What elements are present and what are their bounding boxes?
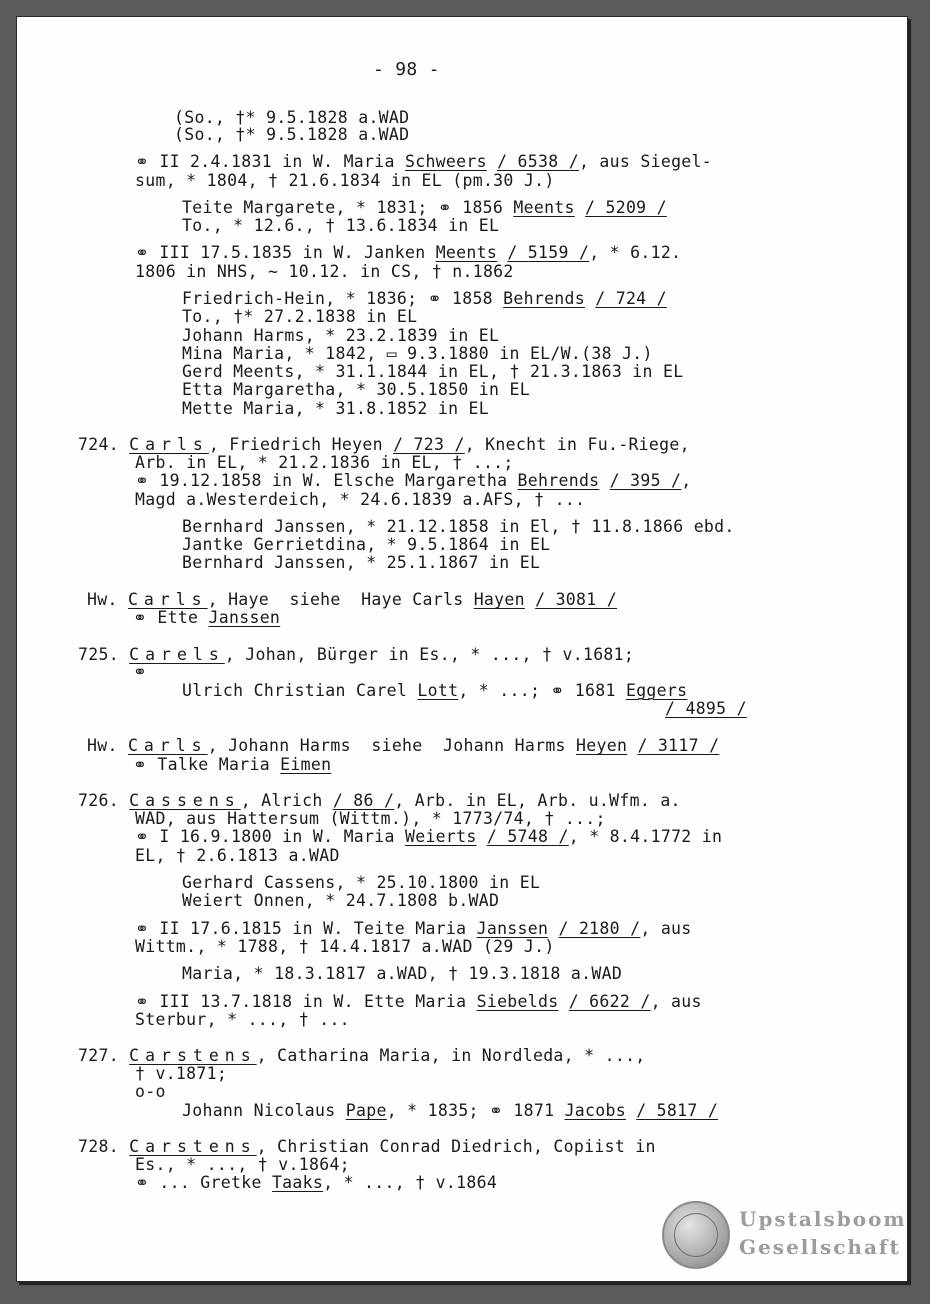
underlined-text: Behrends [517, 471, 600, 490]
text-line [133, 663, 147, 681]
text-run [548, 919, 558, 938]
text-run: , aus [640, 919, 692, 938]
underlined-text: / 5209 / [585, 198, 667, 217]
text-line [87, 591, 617, 609]
text-line [182, 345, 653, 363]
underlined-text: / 6538 / [497, 152, 579, 171]
underlined-text: Carls [127, 590, 208, 609]
text-line [182, 874, 540, 892]
underlined-text: Carstens [129, 1137, 257, 1156]
text-run: Friedrich-Hein, * 1836; ⚭ 1858 [182, 289, 504, 308]
text-line [135, 491, 585, 509]
text-run: , Alrich [240, 791, 333, 810]
text-run: Mette Maria, * 31.8.1852 in EL [182, 399, 490, 418]
text-line [78, 1047, 646, 1065]
underlined-text: Lott [417, 681, 459, 700]
text-run: Mina Maria, * 1842, ▭ 9.3.1880 in EL/W.(38 J.) [182, 344, 653, 363]
text-run: Johann Nicolaus [182, 1101, 346, 1120]
text-line [133, 609, 280, 627]
underlined-text: / 5748 / [486, 827, 569, 846]
underlined-text: / 5817 / [636, 1101, 719, 1120]
text-run: Maria, * 18.3.1817 a.WAD, † 19.3.1818 a.WAD [182, 964, 623, 983]
text-line [182, 199, 667, 217]
underlined-text: Schweers [404, 152, 487, 171]
text-line [182, 327, 499, 345]
text-run: ⚭ Talke Maria [133, 755, 281, 774]
text-run: Wittm., * 1788, † 14.4.1817 a.WAD (29 J.) [135, 937, 555, 956]
text-run: WAD, aus Hattersum (Wittm.), * 1773/74, † ...; [135, 809, 606, 828]
text-run [487, 152, 497, 171]
text-line [182, 308, 417, 326]
text-run: ⚭ II 2.4.1831 in W. Maria [135, 152, 405, 171]
text-run: 1806 in NHS, ~ 10.12. in CS, † n.1862 [135, 262, 514, 281]
watermark-line-2: Gesellschaft [739, 1235, 901, 1259]
underlined-text: Weierts [404, 827, 477, 846]
underlined-text: / 6622 / [568, 992, 651, 1011]
text-run: , * 8.4.1772 in [568, 827, 723, 846]
text-run: (So., †* 9.5.1828 a.WAD [174, 108, 410, 127]
text-line [182, 965, 622, 983]
text-run: Hw. [87, 736, 128, 755]
text-run: 727. [78, 1046, 130, 1065]
underlined-text: / 724 / [595, 289, 667, 308]
text-run: , aus [650, 992, 702, 1011]
text-line [78, 1138, 656, 1156]
text-line [174, 126, 409, 144]
text-line [135, 454, 514, 472]
underlined-text: Pape [345, 1101, 387, 1120]
text-line [135, 263, 514, 281]
text-run: Sterbur, * ..., † ... [135, 1010, 350, 1029]
text-line [182, 381, 530, 399]
text-run [626, 1101, 636, 1120]
text-line [135, 1083, 166, 1101]
underlined-text: Janssen [476, 919, 549, 938]
text-line [135, 920, 692, 938]
text-line [135, 172, 555, 190]
underlined-text: Carels [129, 645, 225, 664]
text-run: 724. [78, 435, 130, 454]
underlined-text: / 3117 / [637, 736, 720, 755]
text-run: Bernhard Janssen, * 25.1.1867 in EL [182, 553, 541, 572]
text-run: Weiert Onnen, * 24.7.1808 b.WAD [182, 891, 500, 910]
text-line [135, 1156, 350, 1174]
text-run: , * ..., † v.1864 [323, 1173, 498, 1192]
text-run: EL, † 2.6.1813 a.WAD [135, 846, 340, 865]
text-run: Ulrich Christian Carel [182, 681, 418, 700]
text-run: Johann Harms, * 23.2.1839 in EL [182, 326, 500, 345]
text-run [585, 289, 595, 308]
text-line [78, 792, 681, 810]
text-run: Bernhard Janssen, * 21.12.1858 in El, † 11.8.1866 ebd. [182, 517, 735, 536]
underlined-text: Siebelds [476, 992, 559, 1011]
text-line [182, 1102, 718, 1120]
text-line [182, 400, 489, 418]
underlined-text: Eimen [280, 755, 332, 774]
text-run: ⚭ Ette [133, 608, 209, 627]
document-page [16, 16, 908, 1282]
text-run: , Haye siehe Haye Carls [207, 590, 474, 609]
text-run: To., * 12.6., † 13.6.1834 in EL [182, 216, 500, 235]
text-run: , Johann Harms siehe Johann Harms [207, 736, 577, 755]
text-run: ⚭ 19.12.1858 in W. Elsche Margaretha [135, 471, 518, 490]
text-line [135, 847, 340, 865]
text-run: 726. [78, 791, 130, 810]
underlined-text: Hayen [473, 590, 525, 609]
underlined-text: Carls [129, 435, 209, 454]
text-line [182, 536, 550, 554]
text-line [135, 993, 702, 1011]
text-line [135, 1065, 227, 1083]
text-run: , Friedrich Heyen [208, 435, 394, 454]
text-run: Gerhard Cassens, * 25.10.1800 in EL [182, 873, 541, 892]
text-run [575, 198, 585, 217]
underlined-text: Cassens [129, 791, 241, 810]
text-run: 725. [78, 645, 130, 664]
text-line [135, 1011, 350, 1029]
text-run: ⚭ II 17.6.1815 in W. Teite Maria [135, 919, 477, 938]
text-line [135, 1174, 497, 1192]
underlined-text: Carls [127, 736, 208, 755]
text-run [558, 992, 568, 1011]
seal-logo-icon [662, 1201, 730, 1269]
text-run [525, 590, 535, 609]
underlined-text: Carstens [129, 1046, 257, 1065]
text-run [599, 471, 609, 490]
text-run: Hw. [87, 590, 128, 609]
underlined-text: Heyen [576, 736, 628, 755]
underlined-text: Taaks [271, 1173, 324, 1192]
underlined-text: / 5159 / [507, 243, 590, 262]
underlined-text: Janssen [208, 608, 281, 627]
text-run: , Knecht in Fu.-Riege, [464, 435, 690, 454]
underlined-text: / 2180 / [558, 919, 641, 938]
text-line [135, 244, 681, 262]
text-run: , [681, 471, 692, 490]
text-line [78, 646, 634, 664]
underlined-text: Meents [435, 243, 498, 262]
text-line [182, 363, 683, 381]
underlined-text: / 395 / [609, 471, 682, 490]
text-run: To., †* 27.2.1838 in EL [182, 307, 418, 326]
underlined-text: Jacobs [564, 1101, 626, 1120]
text-run: Gerd Meents, * 31.1.1844 in EL, † 21.3.1863 in EL [182, 362, 684, 381]
text-line [665, 700, 747, 718]
text-line [182, 518, 735, 536]
text-run: , * 1835; ⚭ 1871 [386, 1101, 565, 1120]
text-run: Etta Margaretha, * 30.5.1850 in EL [182, 380, 530, 399]
text-run: , Christian Conrad Diedrich, Copiist in [256, 1137, 656, 1156]
text-run: ⚭ I 16.9.1800 in W. Maria [135, 827, 405, 846]
text-line [182, 217, 499, 235]
underlined-text: / 3081 / [535, 590, 617, 609]
text-run [477, 827, 487, 846]
text-line [135, 153, 712, 171]
text-line [182, 554, 540, 572]
text-run: ⚭ III 13.7.1818 in W. Ette Maria [135, 992, 477, 1011]
text-run: Jantke Gerrietdina, * 9.5.1864 in EL [182, 535, 551, 554]
text-line [87, 737, 719, 755]
text-run: Es., * ..., † v.1864; [135, 1155, 350, 1174]
text-run: Magd a.Westerdeich, * 24.6.1839 a.AFS, † ... [135, 490, 586, 509]
text-line [78, 436, 690, 454]
text-run: Teite Margarete, * 1831; ⚭ 1856 [182, 198, 514, 217]
text-run [497, 243, 507, 262]
text-run: † v.1871; [135, 1064, 228, 1083]
text-line [182, 892, 499, 910]
text-run: Arb. in EL, * 21.2.1836 in EL, † ...; [135, 453, 514, 472]
underlined-text: Meents [513, 198, 575, 217]
text-line [135, 472, 692, 490]
underlined-text: / 4895 / [665, 699, 747, 718]
underlined-text: Behrends [503, 289, 586, 308]
text-line [182, 290, 667, 308]
text-run: , Catharina Maria, in Nordleda, * ..., [256, 1046, 646, 1065]
text-line [135, 828, 722, 846]
text-run: , aus Siegel- [578, 152, 713, 171]
text-run: 728. [78, 1137, 130, 1156]
watermark-line-1: Upstalsboom [739, 1207, 907, 1231]
underlined-text: Eggers [625, 681, 688, 700]
text-run: , * ...; ⚭ 1681 [458, 681, 626, 700]
text-run: ⚭ [133, 662, 148, 681]
text-run: (So., †* 9.5.1828 a.WAD [174, 125, 410, 144]
text-run: ⚭ III 17.5.1835 in W. Janken [135, 243, 436, 262]
text-line [135, 810, 606, 828]
text-run: , Arb. in EL, Arb. u.Wfm. a. [394, 791, 681, 810]
text-line [135, 938, 555, 956]
page-number: - 98 - [373, 59, 440, 80]
underlined-text: / 723 / [393, 435, 465, 454]
text-line [182, 682, 687, 700]
text-run [627, 736, 637, 755]
text-run: o-o [135, 1082, 166, 1101]
text-run: sum, * 1804, † 21.6.1834 in EL (pm.30 J.) [135, 171, 555, 190]
underlined-text: / 86 / [332, 791, 395, 810]
text-line [133, 756, 331, 774]
text-run: , Johan, Bürger in Es., * ..., † v.1681; [224, 645, 635, 664]
text-run: ⚭ ... Gretke [135, 1173, 272, 1192]
text-run: , * 6.12. [589, 243, 682, 262]
